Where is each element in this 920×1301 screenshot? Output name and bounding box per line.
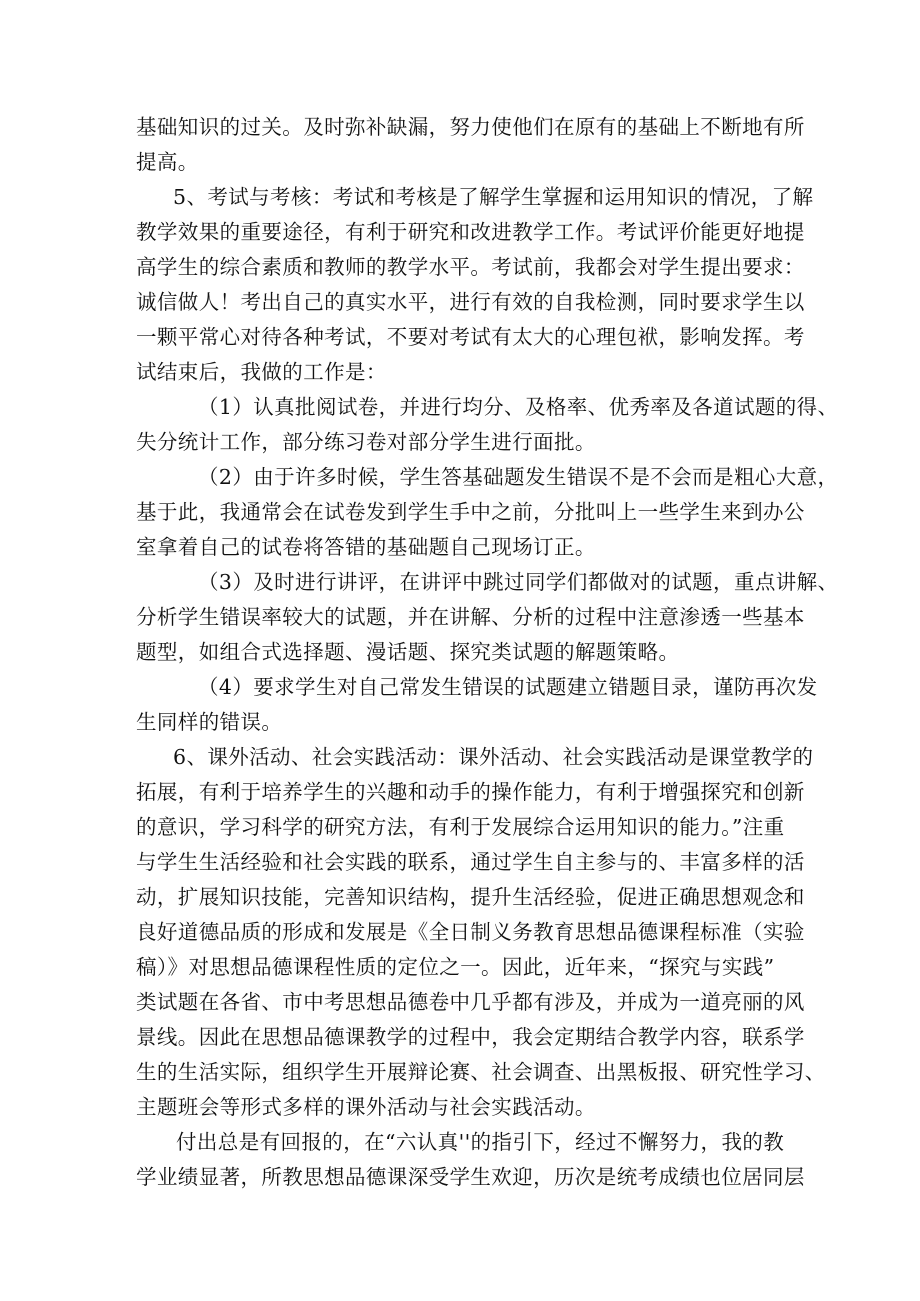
text-line: 生的生活实际，组织学生开展辩论赛、社会调查、出黑板报、研究性学习、: [136, 1060, 826, 1084]
section-heading-activities: 6、课外活动、社会实践活动：课外活动、社会实践活动是课堂教学的: [173, 745, 814, 769]
text-line: 稿）》对思想品德课程性质的定位之一。因此，近年来，“探究与实践”: [136, 955, 775, 979]
text-line: 题型，如组合式选择题、漫话题、探究类试题的解题策略。: [136, 640, 680, 664]
text-line: 良好道德品质的形成和发展是《全日制义务教育思想品德课程标准（实验: [136, 920, 805, 944]
text-line: 诚信做人！考出自己的真实水平，进行有效的自我检测，同时要求学生以: [136, 290, 805, 314]
text-line: 分析学生错误率较大的试题，并在讲解、分析的过程中注意渗透一些基本: [136, 605, 805, 629]
text-line: 学业绩显著，所教思想品德课深受学生欢迎，历次是统考成绩也位居同层: [136, 1165, 805, 1189]
text-line: 主题班会等形式多样的课外活动与社会实践活动。: [136, 1095, 596, 1119]
list-item-2: （2）由于许多时候，学生答基础题发生错误不是不会而是粗心大意，: [198, 465, 839, 489]
closing-paragraph: 付出总是有回报的，在“六认真''的指引下，经过不懈努力，我的教: [176, 1130, 785, 1154]
text-line: 失分统计工作，部分练习卷对部分学生进行面批。: [136, 430, 596, 454]
text-line: 基础知识的过关。及时弥补缺漏，努力使他们在原有的基础上不断地有所: [136, 115, 805, 139]
text-line: 一颗平常心对待各种考试，不要对考试有太大的心理包袱，影响发挥。考: [136, 325, 805, 349]
text-line: 基于此，我通常会在试卷发到学生手中之前，分批叫上一些学生来到办公: [136, 500, 805, 524]
text-line: 教学效果的重要途径，有利于研究和改进教学工作。考试评价能更好地提: [136, 220, 805, 244]
list-item-1: （1）认真批阅试卷，并进行均分、及格率、优秀率及各道试题的得、: [198, 395, 839, 419]
text-line: 动，扩展知识技能，完善知识结构，提升生活经验，促进正确思想观念和: [136, 885, 805, 909]
text-line: 试结束后，我做的工作是：: [136, 360, 387, 384]
text-line: 与学生生活经验和社会实践的联系，通过学生自主参与的、丰富多样的活: [136, 850, 805, 874]
text-line: 拓展，有利于培养学生的兴趣和动手的操作能力，有利于增强探究和创新: [136, 780, 805, 804]
section-heading-exam: 5、考试与考核：考试和考核是了解学生掌握和运用知识的情况，了解: [173, 185, 814, 209]
text-line: 景线。因此在思想品德课教学的过程中，我会定期结合教学内容，联系学: [136, 1025, 805, 1049]
text-line: 高学生的综合素质和教师的教学水平。考试前，我都会对学生提出要求：: [136, 255, 805, 279]
text-line: 提高。: [136, 150, 199, 174]
list-item-4: （4）要求学生对自己常发生错误的试题建立错题目录，谨防再次发: [198, 675, 818, 699]
text-line: 的意识，学习科学的研究方法，有利于发展综合运用知识的能力。”注重: [136, 815, 785, 839]
text-line: 室拿着自己的试卷将答错的基础题自己现场订正。: [136, 535, 596, 559]
text-line: 类试题在各省、市中考思想品德卷中几乎都有涉及，并成为一道亮丽的风: [136, 990, 805, 1014]
list-item-3: （3）及时进行讲评，在讲评中跳过同学们都做对的试题，重点讲解、: [198, 570, 839, 594]
text-line: 生同样的错误。: [136, 710, 283, 734]
